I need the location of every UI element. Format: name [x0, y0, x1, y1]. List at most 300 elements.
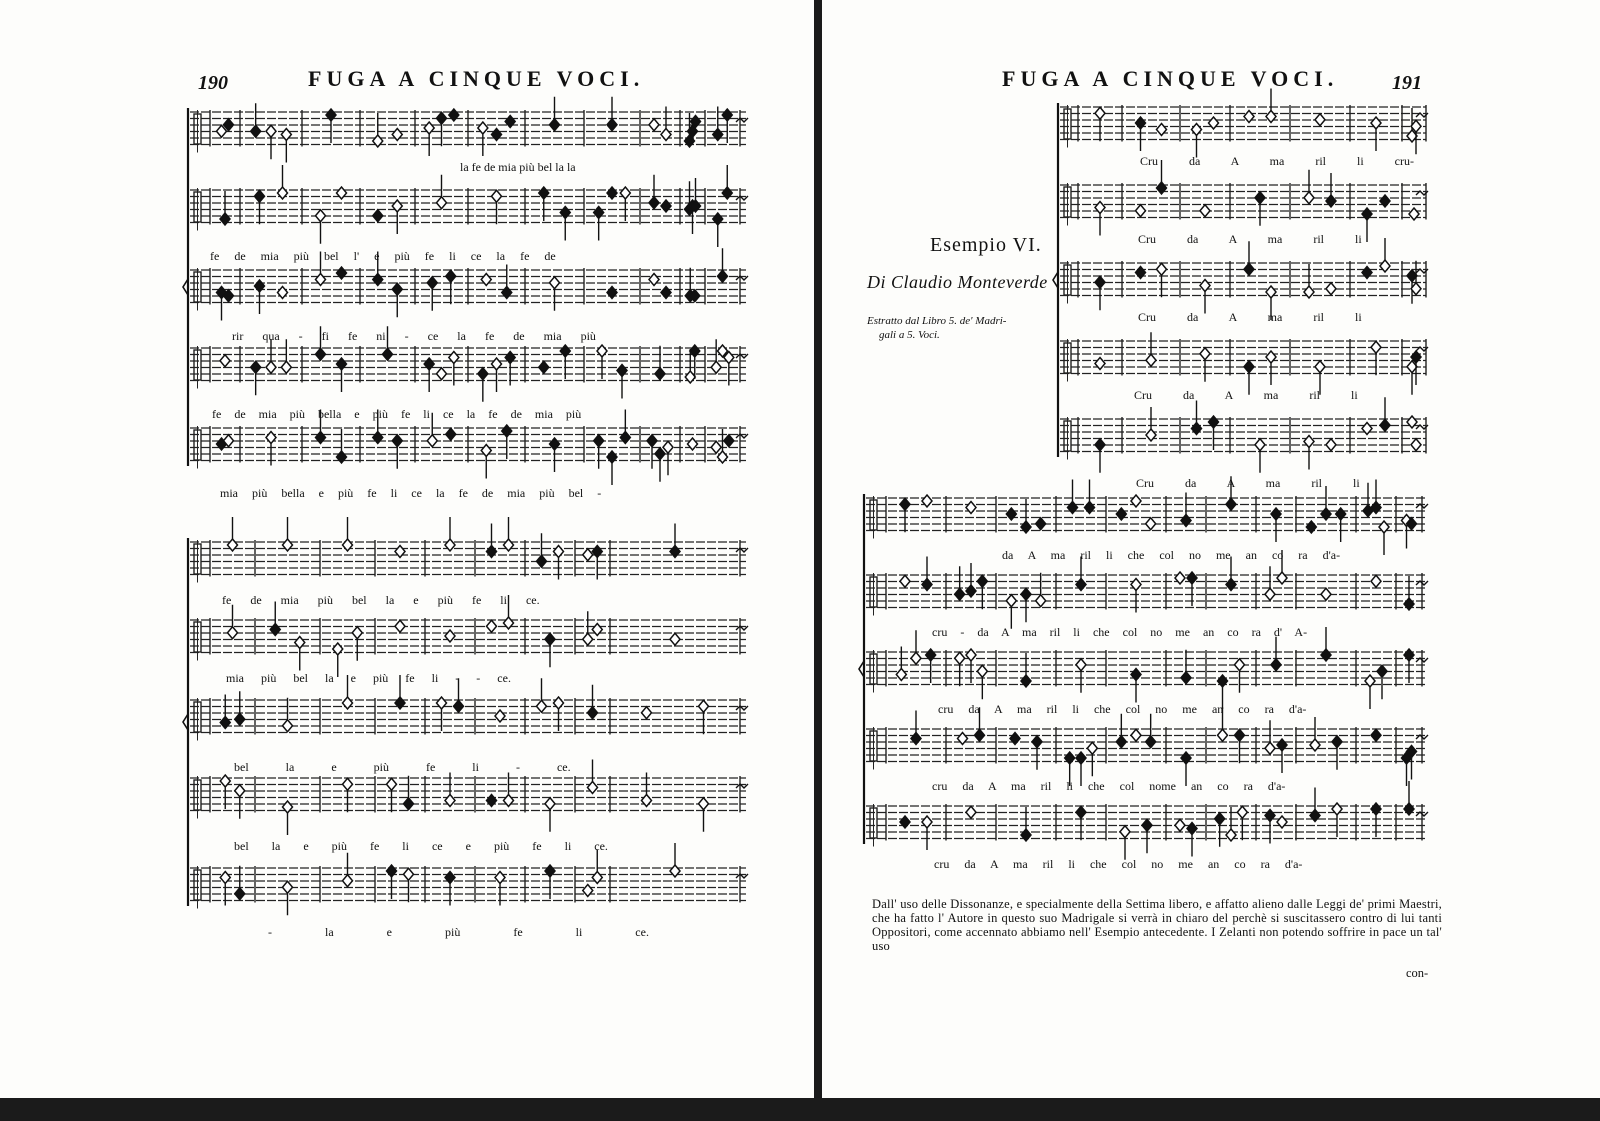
note-head: [900, 498, 910, 510]
note-head: [445, 872, 455, 884]
note-head: [427, 277, 437, 289]
note-head: [1365, 675, 1375, 687]
lyric-line: Cru da A ma ril li: [1136, 476, 1360, 490]
note-head: [1226, 829, 1236, 841]
note-head: [1235, 729, 1245, 741]
note-head: [722, 187, 732, 199]
note-head: [1146, 736, 1156, 748]
note-head: [1371, 341, 1381, 353]
note-head: [404, 868, 414, 880]
note-head: [592, 872, 602, 884]
note-head: [1265, 742, 1275, 754]
note-head: [649, 119, 659, 131]
note-head: [1380, 419, 1390, 431]
note-head: [661, 129, 671, 141]
note-head: [1076, 579, 1086, 591]
note-head: [670, 865, 680, 877]
note-head: [1181, 752, 1191, 764]
note-head: [722, 109, 732, 121]
note-head: [373, 274, 383, 286]
note-head: [670, 633, 680, 645]
note-head: [955, 652, 965, 664]
note-head: [316, 348, 326, 360]
note-head: [718, 451, 728, 463]
note-head: [1244, 111, 1254, 123]
note-head: [545, 798, 555, 810]
note-head: [446, 270, 456, 282]
note-head: [1095, 276, 1105, 288]
note-head: [1409, 208, 1419, 220]
lyric-line: da A ma ril li che col no me an co ra d'a-: [1002, 548, 1341, 562]
note-head: [1131, 729, 1141, 741]
note-head: [1218, 729, 1228, 741]
note-head: [1332, 736, 1342, 748]
note-head: [1131, 669, 1141, 681]
note-head: [283, 539, 293, 551]
note-head: [1146, 354, 1156, 366]
note-head: [1244, 361, 1254, 373]
note-head: [1377, 665, 1387, 677]
note-head: [690, 345, 700, 357]
note-head: [1380, 260, 1390, 272]
lyric-line: cru - da A ma ril li che col no me an co ra d' A-: [932, 625, 1308, 639]
note-head: [1255, 439, 1265, 451]
note-head: [392, 283, 402, 295]
note-head: [1175, 572, 1185, 584]
note-head: [487, 546, 497, 558]
note-head: [1266, 351, 1276, 363]
note-head: [1326, 195, 1336, 207]
note-head: [228, 539, 238, 551]
note-head: [607, 187, 617, 199]
lyric-line: Cru da A ma ril li cru-: [1140, 154, 1414, 168]
note-head: [1277, 739, 1287, 751]
note-head: [1200, 205, 1210, 217]
note-head: [387, 865, 397, 877]
note-head: [1187, 572, 1197, 584]
note-head: [900, 575, 910, 587]
note-head: [594, 207, 604, 219]
note-head: [278, 187, 288, 199]
note-head: [1136, 205, 1146, 217]
note-head: [1362, 208, 1372, 220]
note-head: [1021, 829, 1031, 841]
composer-credit: Di Claudio Monteverde: [867, 272, 1048, 292]
note-head: [977, 665, 987, 677]
note-head: [220, 775, 230, 787]
note-head: [337, 358, 347, 370]
note-head: [1265, 588, 1275, 600]
note-head: [266, 125, 276, 137]
note-head: [1411, 439, 1421, 451]
note-head: [588, 707, 598, 719]
note-head: [1266, 286, 1276, 298]
note-head: [446, 428, 456, 440]
note-head: [1310, 810, 1320, 822]
note-head: [670, 546, 680, 558]
commentary-paragraph: Dall' uso delle Dissonanze, e specialmente della Settima libero, e affatto alieno dalle Leggi de' primi Maestri, che ha fatto l' Autore in questo suo Madrigale si verrà in chiaro del perchè si suscitassero contro di lui tanti Oppositori, come accennato abbiamo nell' Esempio antecedente. I Zelanti non potendo soffrire in pace un tal' uso: [872, 897, 1442, 953]
note-head: [1336, 508, 1346, 520]
note-head: [235, 713, 245, 725]
note-head: [724, 435, 734, 447]
note-head: [316, 274, 326, 286]
note-head: [424, 122, 434, 134]
note-head: [1021, 588, 1031, 600]
note-head: [554, 697, 564, 709]
note-head: [437, 368, 447, 380]
note-head: [647, 435, 657, 447]
note-head: [713, 129, 723, 141]
note-head: [922, 495, 932, 507]
note-head: [1200, 280, 1210, 292]
note-head: [481, 274, 491, 286]
note-head: [281, 129, 291, 141]
note-head: [492, 358, 502, 370]
lyric-line: fe de mia più bel l' e più fe li ce la fe de: [210, 249, 556, 263]
note-head: [449, 109, 459, 121]
note-head: [502, 425, 512, 437]
note-head: [1076, 659, 1086, 671]
note-head: [1200, 348, 1210, 360]
note-head: [642, 707, 652, 719]
note-head: [251, 125, 261, 137]
note-head: [620, 432, 630, 444]
note-head: [1036, 595, 1046, 607]
note-head: [1226, 498, 1236, 510]
note-head: [505, 116, 515, 128]
note-head: [352, 627, 362, 639]
note-head: [699, 798, 709, 810]
lyric-line: la fe de mia più bel la la: [460, 160, 576, 174]
note-head: [337, 187, 347, 199]
scan-bottom-edge: [0, 1098, 1600, 1121]
note-head: [1371, 575, 1381, 587]
note-head: [537, 555, 547, 567]
lyric-line: Cru da A ma ril li: [1138, 232, 1362, 246]
book-gutter: [814, 0, 822, 1098]
note-head: [392, 200, 402, 212]
note-head: [1076, 806, 1086, 818]
note-head: [1087, 742, 1097, 754]
note-head: [220, 355, 230, 367]
note-head: [1244, 263, 1254, 275]
note-head: [699, 700, 709, 712]
note-head: [424, 358, 434, 370]
note-head: [504, 617, 514, 629]
note-head: [1065, 752, 1075, 764]
note-head: [1076, 752, 1086, 764]
note-head: [661, 200, 671, 212]
lyric-line: cru da A ma ril li che col no me an co ra d'a-: [938, 702, 1307, 716]
note-head: [1021, 521, 1031, 533]
note-head: [592, 624, 602, 636]
note-head: [620, 187, 630, 199]
catchword: con-: [1406, 966, 1429, 980]
note-head: [560, 207, 570, 219]
note-head: [270, 624, 280, 636]
note-head: [896, 669, 906, 681]
note-head: [1277, 572, 1287, 584]
note-head: [235, 785, 245, 797]
note-head: [649, 197, 659, 209]
note-head: [926, 649, 936, 661]
note-head: [492, 190, 502, 202]
note-head: [1131, 495, 1141, 507]
note-head: [343, 778, 353, 790]
note-head: [958, 733, 968, 745]
note-head: [711, 361, 721, 373]
note-head: [392, 129, 402, 141]
note-head: [685, 371, 695, 383]
note-head: [316, 210, 326, 222]
note-head: [1379, 521, 1389, 533]
note-head: [1116, 736, 1126, 748]
note-head: [1362, 423, 1372, 435]
note-head: [1326, 439, 1336, 451]
note-head: [373, 432, 383, 444]
note-head: [1142, 819, 1152, 831]
note-head: [326, 109, 336, 121]
note-head: [1321, 649, 1331, 661]
note-head: [1175, 819, 1185, 831]
lyric-line: rir qua - fi fe ni - ce la fe de mia più: [232, 329, 596, 343]
note-head: [395, 697, 405, 709]
note-head: [1404, 598, 1414, 610]
note-head: [922, 579, 932, 591]
note-head: [594, 435, 604, 447]
note-head: [550, 277, 560, 289]
note-head: [445, 795, 455, 807]
music-system: [856, 488, 1430, 868]
note-head: [1068, 502, 1078, 514]
note-head: [1146, 429, 1156, 441]
note-head: [454, 700, 464, 712]
lyric-line: - la e più fe li ce.: [268, 925, 649, 939]
note-head: [911, 733, 921, 745]
note-head: [1315, 114, 1325, 126]
note-head: [1192, 423, 1202, 435]
note-head: [478, 122, 488, 134]
note-head: [1157, 124, 1167, 136]
note-head: [545, 633, 555, 645]
note-head: [583, 633, 593, 645]
note-head: [1136, 117, 1146, 129]
note-head: [661, 287, 671, 299]
note-head: [550, 438, 560, 450]
note-head: [539, 187, 549, 199]
source-note: [867, 314, 1067, 342]
note-head: [1304, 436, 1314, 448]
note-head: [481, 445, 491, 457]
note-head: [387, 778, 397, 790]
note-head: [395, 620, 405, 632]
note-head: [1266, 111, 1276, 123]
note-head: [1095, 202, 1105, 214]
lyric-line: Cru da A ma ril li: [1134, 388, 1358, 402]
note-head: [583, 549, 593, 561]
note-head: [1255, 192, 1265, 204]
note-head: [343, 697, 353, 709]
note-head: [655, 368, 665, 380]
note-head: [373, 135, 383, 147]
note-head: [1010, 733, 1020, 745]
note-head: [1271, 659, 1281, 671]
note-head: [1226, 579, 1236, 591]
note-head: [900, 816, 910, 828]
note-head: [550, 119, 560, 131]
lyric-line: fe de mia più bella e più fe li ce la fe de mia più: [212, 407, 582, 421]
note-head: [1380, 195, 1390, 207]
note-head: [977, 575, 987, 587]
note-head: [1277, 816, 1287, 828]
note-head: [437, 697, 447, 709]
note-head: [278, 287, 288, 299]
note-head: [1371, 803, 1381, 815]
note-head: [1326, 283, 1336, 295]
note-head: [504, 795, 514, 807]
note-head: [1404, 803, 1414, 815]
note-head: [283, 881, 293, 893]
note-head: [383, 348, 393, 360]
note-head: [337, 267, 347, 279]
note-head: [911, 652, 921, 664]
lyric-line: mia più bella e più fe li ce la fe de mia più bel -: [220, 486, 602, 500]
note-head: [966, 585, 976, 597]
lyric-line: cru da A ma ril li che col no me an co ra d'a-: [934, 857, 1303, 871]
note-head: [1085, 502, 1095, 514]
note-head: [711, 441, 721, 453]
note-head: [1321, 588, 1331, 600]
note-head: [1304, 286, 1314, 298]
note-head: [343, 875, 353, 887]
note-head: [718, 270, 728, 282]
note-head: [583, 885, 593, 897]
note-head: [1310, 739, 1320, 751]
note-head: [966, 649, 976, 661]
music-system: [180, 100, 750, 490]
note-head: [545, 865, 555, 877]
note-head: [1209, 416, 1219, 428]
note-head: [607, 287, 617, 299]
note-head: [1120, 826, 1130, 838]
note-head: [266, 432, 276, 444]
note-head: [502, 287, 512, 299]
note-head: [1265, 810, 1275, 822]
left-page: [0, 0, 814, 1098]
note-head: [1181, 672, 1191, 684]
note-head: [1181, 515, 1191, 527]
note-head: [922, 816, 932, 828]
note-head: [539, 361, 549, 373]
note-head: [1187, 823, 1197, 835]
running-head: FUGA A CINQUE VOCI.: [308, 66, 645, 91]
note-head: [1006, 508, 1016, 520]
note-head: [1157, 182, 1167, 194]
note-head: [1304, 192, 1314, 204]
note-head: [1271, 508, 1281, 520]
note-head: [235, 888, 245, 900]
note-head: [688, 438, 698, 450]
note-head: [713, 213, 723, 225]
note-head: [478, 368, 488, 380]
note-head: [343, 539, 353, 551]
note-head: [588, 782, 598, 794]
note-head: [333, 643, 343, 655]
note-head: [617, 365, 627, 377]
example-title: Esempio VI.: [930, 234, 1042, 256]
lyric-line: fe de mia più bel la e più fe li ce.: [222, 593, 540, 607]
note-head: [966, 502, 976, 514]
note-head: [975, 729, 985, 741]
note-head: [1218, 675, 1228, 687]
note-head: [373, 210, 383, 222]
note-head: [1235, 659, 1245, 671]
note-head: [449, 352, 459, 364]
note-head: [316, 432, 326, 444]
lyric-line: cru da A ma ril li che col nome an co ra d'a-: [932, 779, 1286, 793]
note-head: [537, 700, 547, 712]
note-head: [266, 361, 276, 373]
music-system: [180, 530, 750, 930]
note-head: [663, 441, 673, 453]
lyric-line: bel la e più fe li ce e più fe li ce.: [234, 839, 608, 853]
source-note-line: Estratto dal Libro 5. de' Madri-: [867, 315, 1007, 327]
note-head: [1021, 675, 1031, 687]
note-head: [649, 274, 659, 286]
note-head: [1215, 813, 1225, 825]
note-head: [255, 280, 265, 292]
note-head: [955, 588, 965, 600]
note-head: [1371, 117, 1381, 129]
note-head: [1315, 361, 1325, 373]
note-head: [655, 448, 665, 460]
note-head: [255, 190, 265, 202]
note-head: [281, 361, 291, 373]
note-head: [1332, 803, 1342, 815]
note-head: [1095, 358, 1105, 370]
note-head: [1371, 729, 1381, 741]
note-head: [427, 435, 437, 447]
note-head: [1321, 508, 1331, 520]
note-head: [505, 352, 515, 364]
note-head: [1209, 117, 1219, 129]
note-head: [560, 345, 570, 357]
lyric-line: Cru da A ma ril li: [1138, 310, 1362, 324]
note-head: [445, 539, 455, 551]
source-note-line: gali a 5. Voci.: [879, 329, 940, 341]
note-head: [404, 798, 414, 810]
note-head: [445, 630, 455, 642]
note-head: [392, 435, 402, 447]
note-head: [1157, 263, 1167, 275]
note-head: [1146, 518, 1156, 530]
note-head: [1116, 508, 1126, 520]
page-number: 191: [1392, 72, 1422, 94]
note-head: [220, 717, 230, 729]
note-head: [1136, 267, 1146, 279]
note-head: [592, 546, 602, 558]
note-head: [1407, 416, 1417, 428]
note-head: [597, 345, 607, 357]
note-head: [395, 546, 405, 558]
note-head: [495, 710, 505, 722]
note-head: [1237, 806, 1247, 818]
note-head: [607, 451, 617, 463]
page-number: 190: [198, 72, 228, 94]
note-head: [1095, 439, 1105, 451]
note-head: [492, 129, 502, 141]
note-head: [283, 801, 293, 813]
